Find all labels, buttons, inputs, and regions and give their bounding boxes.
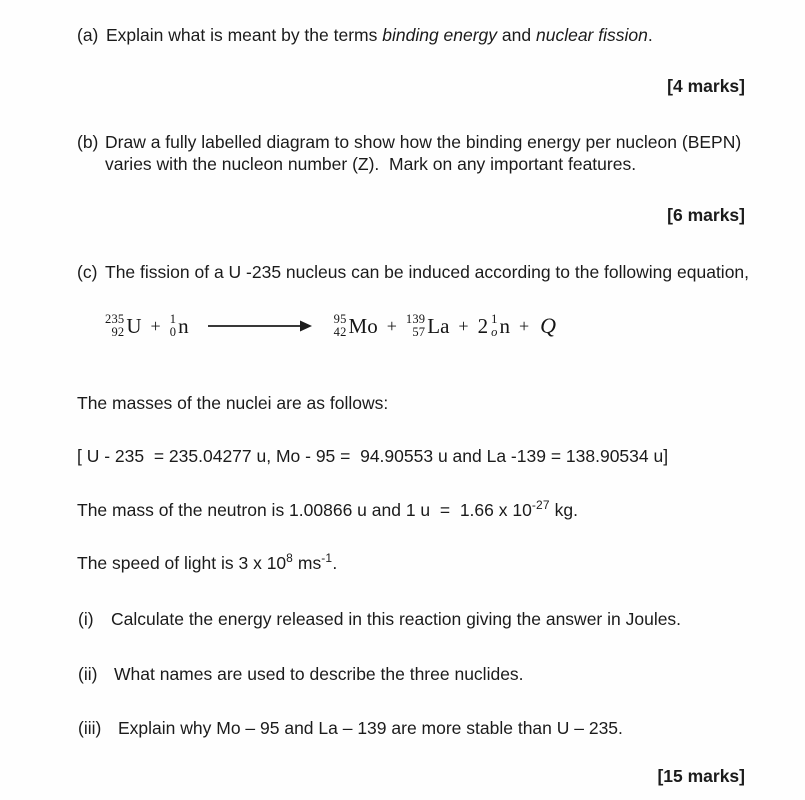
part-a-term-binding-energy: binding energy <box>382 25 498 45</box>
energy-q-symbol: Q <box>540 313 557 338</box>
part-b-label: (b) <box>77 132 99 152</box>
subquestion-ii-label: (ii) <box>78 664 98 684</box>
molybdenum-prescripts <box>334 313 347 339</box>
masses-intro-text: The masses of the nuclei are as follows: <box>77 393 389 413</box>
plus-sign-3: + <box>458 315 469 336</box>
subquestion-i-label: (i) <box>78 609 94 629</box>
subquestion-iii-text: Explain why Mo – 95 and La – 139 are more stable than U – 235. <box>118 718 623 738</box>
neutron-prescripts <box>170 313 176 339</box>
neutron-symbol: n <box>178 313 189 338</box>
part-b-line1: Draw a fully labelled diagram to show how the binding energy per nucleon (BEPN) <box>105 132 742 152</box>
neutron2-atomic-number: o <box>491 325 498 339</box>
subquestion-i <box>78 608 758 630</box>
plus-sign-1: + <box>150 315 161 336</box>
question-part-b <box>77 131 757 175</box>
neutron2-prescripts <box>491 313 497 339</box>
subquestion-iii-label: (iii) <box>78 718 102 738</box>
subquestion-ii <box>78 663 758 685</box>
speed-prefix: The speed of light is 3 x 10 <box>77 553 287 573</box>
neutron-mass-prefix: The mass of the neutron is 1.00866 u and 1 u = 1.66 x 10 <box>77 500 532 520</box>
speed-suffix: . <box>332 553 338 573</box>
part-a-term-nuclear-fission: nuclear fission <box>535 25 648 45</box>
speed-exponent-1: 8 <box>286 551 294 565</box>
subquestion-i-text: Calculate the energy released in this reaction giving the answer in Joules. <box>111 609 682 629</box>
speed-mid: ms <box>293 553 322 573</box>
neutron-coefficient: 2 <box>477 313 489 338</box>
plus-sign-2: + <box>386 315 397 336</box>
part-a-label: (a) <box>77 25 99 45</box>
uranium-symbol: U <box>126 313 142 338</box>
nuclide-uranium-235 <box>105 313 142 339</box>
part-a-text-end: . <box>647 25 653 45</box>
uranium-atomic-number: 92 <box>111 325 125 339</box>
neutron2-symbol: n <box>499 313 511 338</box>
question-part-a <box>77 24 737 46</box>
neutron-atomic-number: 0 <box>169 325 177 339</box>
neutron-mass-text <box>77 499 578 523</box>
uranium-mass-number: 235 <box>105 312 125 327</box>
part-a-text <box>106 24 653 46</box>
masses-values-text: [ U - 235 = 235.04277 u, Mo - 95 = 94.90553 u and La -139 = 138.90534 u] <box>77 446 669 466</box>
lanthanum-symbol: La <box>427 313 450 338</box>
nuclide-two-neutrons <box>478 313 510 339</box>
subquestion-iii <box>78 717 758 739</box>
lanthanum-prescripts <box>406 313 425 339</box>
speed-of-light-text <box>77 552 337 576</box>
part-b-line2: varies with the nucleon number (Z). Mark on any important features. <box>105 154 637 174</box>
question-part-c <box>77 261 777 283</box>
nuclide-neutron <box>170 313 189 339</box>
neutron-mass-number: 1 <box>169 312 177 327</box>
molybdenum-symbol: Mo <box>348 313 378 338</box>
subquestion-ii-text: What names are used to describe the three nuclides. <box>114 664 524 684</box>
nuclide-lanthanum-139 <box>406 313 450 339</box>
part-c-label: (c) <box>77 262 98 282</box>
part-b-text <box>105 131 741 175</box>
neutron-mass-suffix: kg. <box>549 500 578 520</box>
uranium-prescripts <box>105 313 124 339</box>
neutron-mass-exponent: -27 <box>531 498 550 512</box>
lanthanum-atomic-number: 57 <box>412 325 426 339</box>
plus-sign-4: + <box>519 315 530 336</box>
reaction-arrow <box>208 319 313 333</box>
nuclide-molybdenum-95 <box>334 313 378 339</box>
part-c-text: The fission of a U -235 nucleus can be induced according to the following equation, <box>105 262 750 282</box>
molybdenum-mass-number: 95 <box>333 312 347 327</box>
neutron2-mass-number: 1 <box>491 312 498 327</box>
lanthanum-mass-number: 139 <box>405 312 426 327</box>
reaction-arrow-icon <box>208 319 313 333</box>
part-b-marks-badge: [6 marks] <box>667 205 745 225</box>
total-marks-badge: [15 marks] <box>657 766 745 786</box>
molybdenum-atomic-number: 42 <box>333 325 347 339</box>
speed-exponent-2: -1 <box>321 551 333 565</box>
part-a-text-start: Explain what is meant by the terms <box>106 25 383 45</box>
fission-equation <box>105 313 556 339</box>
part-a-text-mid: and <box>497 25 536 45</box>
part-a-marks-badge: [4 marks] <box>667 76 745 96</box>
